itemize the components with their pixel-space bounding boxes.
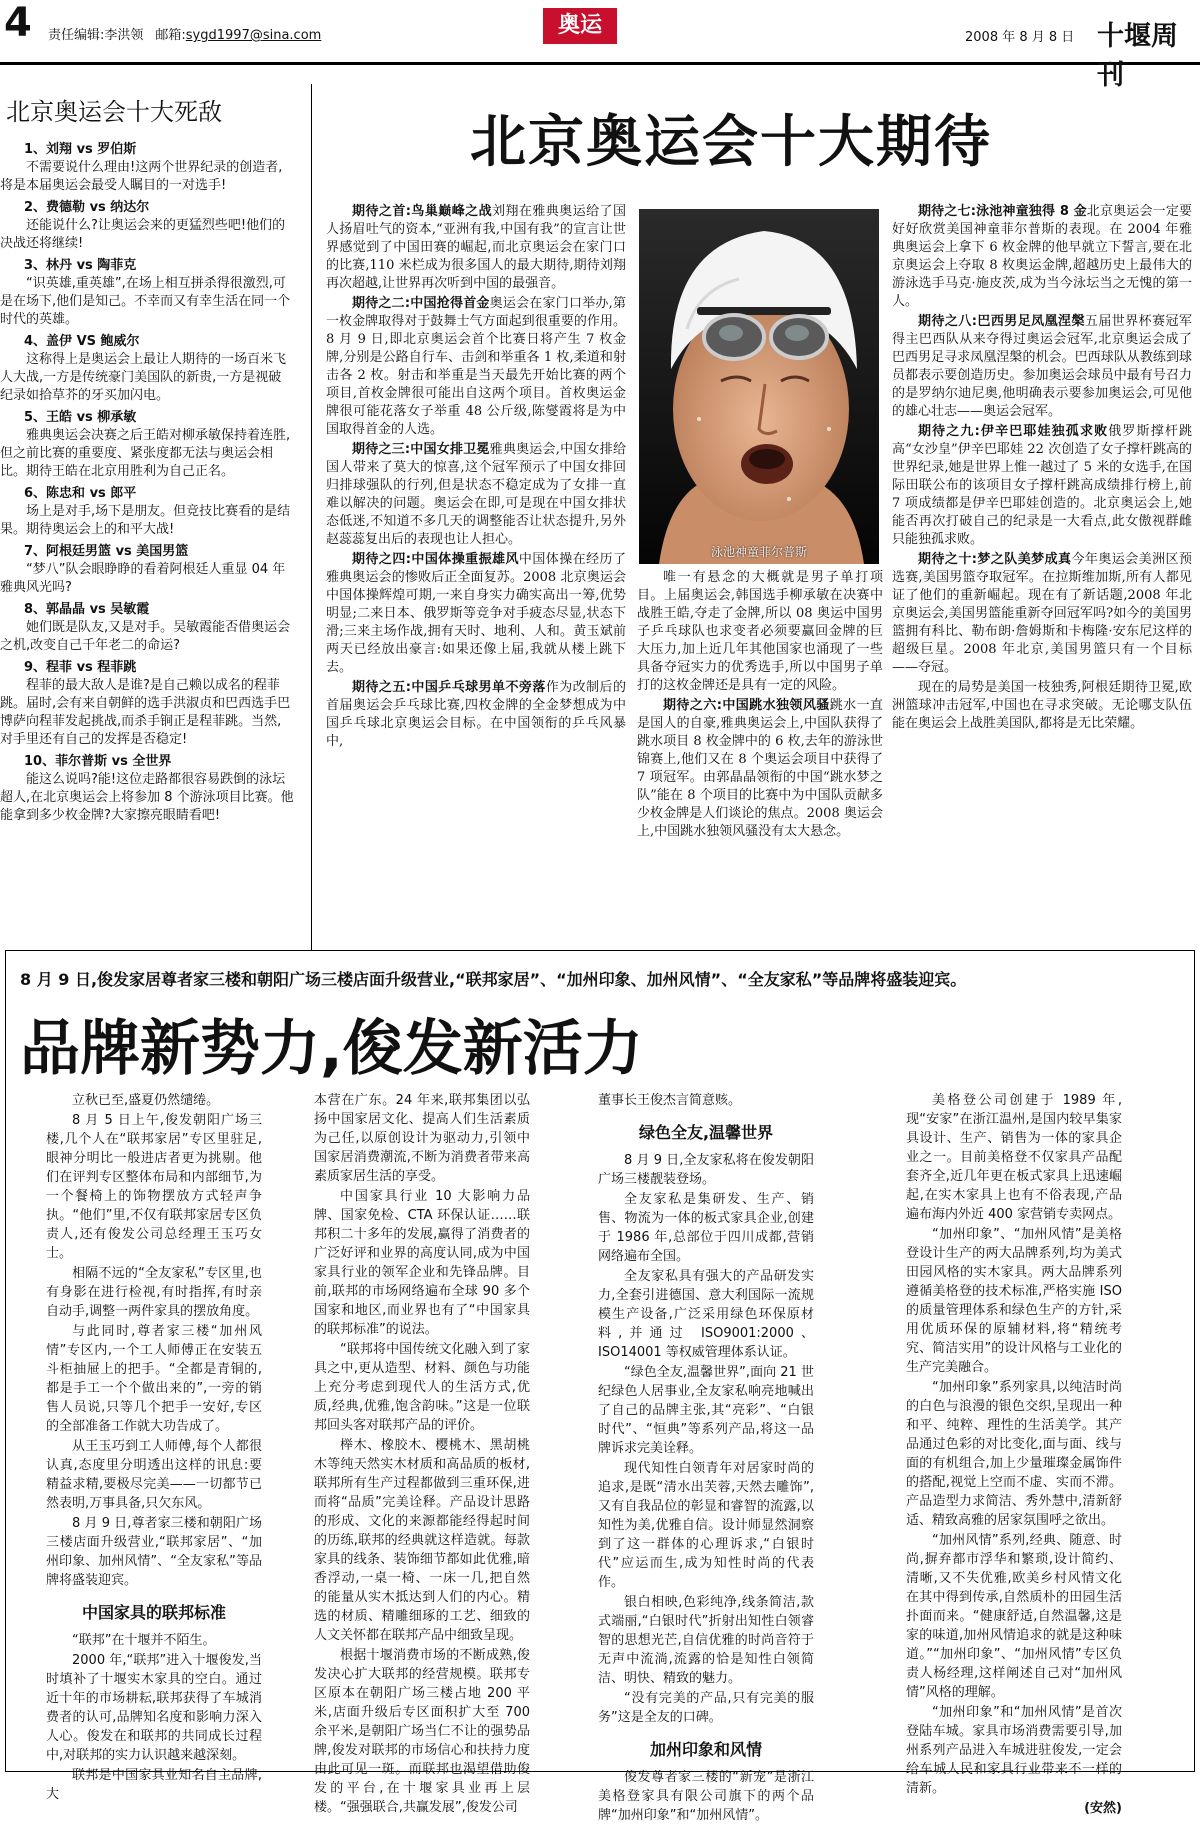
brand-paragraph: “没有完美的产品,只有完美的服务”这是全友的口碑。	[598, 1691, 814, 1725]
rival-text: 这称得上是奥运会上最让人期待的一场百米飞人大战,一方是传统豪门美国队的新贵,一方是视破纪录如拾草芥的牙买加闪电。	[0, 352, 287, 403]
brand-paragraph: 立秋已至,盛夏仍然缱绻。	[72, 1093, 220, 1108]
brand-subheading: 中国家具的联邦标准	[81, 1603, 226, 1622]
brand-paragraph: 全友家私是集研发、生产、销售、物流为一体的板式家具企业,创建于 1986 年,总部位于四川成都,营销网络遍布全国。	[598, 1192, 814, 1264]
rival-item	[0, 659, 294, 749]
expectation-heading: 期待之八:巴西男足凤凰涅槃	[918, 314, 1085, 329]
rival-matchup: 9、程菲 vs 程菲跳	[24, 660, 137, 675]
rival-text: “识英雄,重英雄”,在场上相互拼杀得很激烈,可是在场下,他们是知己。不幸而又有幸生活在同一个时代的英雄。	[0, 276, 291, 327]
expectation-paragraph	[326, 441, 626, 549]
phelps-photo	[639, 209, 879, 564]
author-signature: (安然)	[1084, 1801, 1122, 1816]
brand-paragraph: “加州印象”、“加州风情”是美格登设计生产的两大品牌系列,均为美式田园风格的实木家具。两大品牌系列遵循美格登的技术标准,严格实施 ISO 的质量管理体系和绿色生产的方针,采用优质环保的原辅材料,将“精统考究、简洁实用”的设计风格与工业化的生产完美融合。	[906, 1227, 1122, 1375]
expectation-heading: 期待之二:中国抢得首金	[352, 296, 490, 311]
expectation-heading: 期待之五:中国乒乓球男单不旁落	[352, 680, 546, 695]
expectation-text: 刘翔在雅典奥运给了国人扬眉吐气的资本,“亚洲有我,中国有我”的宣言让世界感觉到了中国田赛的崛起,而北京奥运会在家门口的比赛,110 米栏成为很多国人的最大期待,期待刘翔再次超越,让世界再次听到中国的最强音。	[326, 204, 626, 291]
brand-paragraph: 相隔不远的“全友家私”专区里,也有身影在进行检视,有时指挥,有时亲自动手,调整一两件家具的摆放角度。	[46, 1266, 262, 1319]
expectations-col-1	[326, 203, 626, 948]
expectation-heading: 期待之九:伊辛巴耶娃独孤求败	[918, 424, 1109, 439]
expectation-text: 今年奥运会美洲区预选赛,美国男篮夺取冠军。在拉斯维加斯,所有人都见证了他们的重新崛起。现在有了新话题,2008 年北京奥运会,美国男篮能重新夺回冠军吗?如今的美国男篮拥有科比、勒布朗·詹姆斯和卡梅隆·安东尼这样的超级巨星。2008 年北京,美国男篮只有一个目标——夺冠。	[892, 552, 1192, 675]
rival-text: 她们既是队友,又是对手。吴敏霞能否借奥运会之机,改变自己千年老二的命运?	[0, 620, 291, 653]
email-link[interactable]: sygd1997@sina.com	[185, 28, 322, 43]
brand-paragraph: “联邦”在十堰并不陌生。	[72, 1633, 216, 1648]
brand-paragraph: 现代知性白领青年对居家时尚的追求,是既“清水出芙蓉,天然去雕饰”,又有自我品位的彰显和睿智的流露,以知性为美,优雅自信。设计师显然洞察到了这一群体的心理诉求,“白银时代”应运而生,成为知性时尚的代表作。	[598, 1461, 814, 1590]
brand-paragraph: 董事长王俊杰言简意赅。	[598, 1093, 742, 1108]
expectations-col-2	[637, 569, 883, 948]
expectation-heading: 期待之十:梦之队美梦成真	[918, 552, 1072, 567]
brand-col-3	[598, 1091, 814, 1823]
brand-paragraph: 根据十堰消费市场的不断成熟,俊发决心扩大联邦的经营规模。联邦专区原本在朝阳广场三楼占地 200 平米,店面升级后专区面积扩大至 700 余平米,是朝阳广场当仁不让的强势品牌,俊发对联邦的市场信心和扶持力度由此可见一斑。而联邦也渴望借助俊发的平台,在十堰家具业再上层楼。“强强联合,共赢发展”,俊发公司	[314, 1648, 530, 1815]
rival-matchup: 8、郭晶晶 vs 吴敏霞	[24, 602, 150, 617]
brand-paragraph: 与此同时,尊者家三楼“加州风情”专区内,一个工人师傅正在安装五斗柜抽屉上的把手。“全都是青铜的,都是手工一个个做出来的”,一旁的销售人员说,只等几个把手一安好,专区的全部准备工作就大功告成了。	[46, 1324, 262, 1434]
expectation-text: 五届世界杯赛冠军得主巴西队从来夺得过奥运会冠军,北京奥运会成了巴西男足寻求凤凰涅槃的机会。巴西球队从教练到球员都表示要创造历史。参加奥运会球员中最有号召力的是罗纳尔迪尼奥,他明确表示要参加奥运会,可见他的雄心壮志——奥运会冠军。	[892, 314, 1192, 419]
expectation-paragraph	[326, 679, 626, 751]
rival-item	[0, 485, 294, 539]
brand-title: 品牌新势力,俊发新活力	[20, 1014, 643, 1084]
brand-paragraph: 俊发尊者家三楼的“新宠”是浙江美格登家具有限公司旗下的两个品牌“加州印象”和“加州风情”。	[598, 1770, 814, 1823]
brand-paragraph: 美格登公司创建于 1989 年,现“安家”在浙江温州,是国内较早集家具设计、生产、销售为一体的家具企业之一。目前美格登不仅家具产品配套齐全,近几年更在板式家具上迅速崛起,在实木家具上也有不俗表现,产品遍布海内外近 400 家营销专卖网点。	[906, 1093, 1122, 1222]
rival-matchup: 10、菲尔普斯 vs 全世界	[24, 754, 172, 769]
expectation-text: 中国体操在经历了雅典奥运会的惨败后正全面复苏。2008 北京奥运会中国体操辉煌可期,一来自身实力确实高出一筹,优势明显;二来日本、俄罗斯等竞争对手疲态尽显,状态下滑;三来主场作战,拥有天时、地利、人和。黄玉斌前两天已经放出豪言:如果还像上届,我就从楼上跳下去。	[326, 552, 626, 675]
expectation-text: 奥运会在家门口举办,第一枚金牌取得对于鼓舞士气方面起到很重要的作用。8 月 9 日,即北京奥运会首个比赛日将产生 7 枚金牌,分别是公路自行车、击剑和举重各 1 枚,柔道和射击各 2 枚。射击和举重是当天最先开始比赛的两个项目,首枚金牌很可能出自这两个项目。首枚奥运金牌很可能花落女子举重 48 公斤级,陈燮霞将是为中国取得首金的人选。	[326, 296, 626, 437]
expectation-paragraph	[892, 313, 1192, 421]
expectation-text: 雅典奥运会,中国女排给国人带来了莫大的惊喜,这个冠军预示了中国女排回归排球强队的行列,但是状态不稳定成为了女排一直难以解决的问题。奥运会在即,可是现在中国女排状态低迷,不知道不多几天的调整能否让状态提升,另外赵蕊蕊复出后的表现也让人担心。	[326, 442, 626, 547]
brand-col-1	[46, 1091, 262, 1802]
expectation-heading: 期待之四:中国体操重振雄风	[352, 552, 519, 567]
editor-line	[48, 24, 333, 43]
rival-text: 不需要说什么理由!这两个世界纪录的创造者,将是本届奥运会最受人瞩目的一对选手!	[0, 160, 283, 193]
rival-item	[0, 333, 294, 405]
brand-paragraph: “加州风情”系列,经典、随意、时尚,摒弃都市浮华和繁琐,设计简约、清晰,又不失优雅,欧美乡村风情文化在其中得到传承,自然质朴的田园生活扑面而来。“健康舒适,自然温馨,这是家的味道,加州风情追求的就是这种味道。”“加州印象”、“加州风情”专区负责人杨经理,这样阐述自己对“加州风情”风格的理解。	[906, 1533, 1122, 1700]
brand-subheading: 加州印象和风情	[649, 1740, 762, 1759]
rival-matchup: 6、陈忠和 vs 郎平	[24, 486, 137, 501]
brand-paragraph: “绿色全友,温馨世界”,面向 21 世纪绿色人居事业,全友家私响亮地喊出了自己的品牌主张,其“亮彩”、“白银时代”、“恒典”等系列产品,将这一品牌诉求完美诠释。	[598, 1365, 814, 1456]
brand-paragraph: 从王玉巧到工人师傅,每个人都很认真,态度里分明透出这样的讯息:要精益求精,要极尽完美——一切都节已然表明,万事具备,只欠东风。	[46, 1439, 262, 1511]
issue-date: 2008 年 8 月 8 日	[965, 30, 1075, 45]
rival-text: 还能说什么?让奥运会来的更猛烈些吧!他们的决战还将继续!	[0, 218, 286, 251]
expectation-text: 作为改制后的首届奥运会乒乓球比赛,四枚金牌的全金梦想成为中国乒乓球北京奥运会目标。在中国领衔的乒乓风暴中,	[326, 680, 626, 749]
brand-paragraph: “联邦将中国传统文化融入到了家具之中,更从造型、材料、颜色与功能上充分考虑到现代人的生活方式,优质,经典,优雅,饱含韵味。”这是一位联邦回头客对联邦产品的评价。	[314, 1342, 530, 1433]
expectation-paragraph	[326, 295, 626, 439]
column-divider	[311, 84, 312, 950]
photo-caption: 泳池神童菲尔普斯	[710, 545, 807, 559]
brand-paragraph: 8 月 5 日上午,俊发朝阳广场三楼,几个人在“联邦家居”专区里驻足,眼神分明比一般进店者更为挑剔。他们在评判专区整体布局和内部细节,为一个餐椅上的饰物摆放方式轻声争执。“他们”里,不仅有联邦家居专区负责人,还有俊发公司总经理王玉巧女士。	[46, 1113, 262, 1261]
newspaper-name: 十堰周刊	[1097, 21, 1178, 91]
rival-matchup: 4、盖伊 VS 鲍威尔	[24, 334, 140, 349]
rival-item	[0, 409, 294, 481]
editor: 责任编辑:李洪领	[48, 28, 144, 43]
rival-text: “梦八”队会眼睁睁的看着阿根廷人重显 04 年雅典风光吗?	[0, 562, 286, 595]
expectations-col-3	[892, 203, 1192, 948]
brand-col-2	[314, 1091, 530, 1815]
rival-item	[0, 257, 294, 329]
brand-paragraph: 8 月 9 日,尊者家三楼和朝阳广场三楼店面升级营业,“联邦家居”、“加州印象、加州风情”、“全友家私”等品牌将盛装迎宾。	[46, 1516, 262, 1588]
expectation-paragraph	[637, 569, 883, 695]
brand-col-4	[906, 1091, 1122, 1816]
brand-paragraph: 中国家具行业 10 大影响力品牌、国家免检、CTA 环保认证……联邦积二十多年的发展,赢得了消费者的广泛好评和业界的高度认同,成为中国家具行业的领军企业和先锋品牌。目前,联邦的市场网络遍布全球 90 多个国家和地区,而业界也有了“中国家具的联邦标准”的说法。	[314, 1189, 530, 1337]
rivals-column	[0, 72, 300, 952]
rivals-title: 北京奥运会十大死敌	[6, 98, 222, 126]
rival-matchup: 3、林丹 vs 陶菲克	[24, 258, 137, 273]
expectation-paragraph	[326, 203, 626, 293]
brand-paragraph: 本营在广东。24 年来,联邦集团以弘扬中国家居文化、提高人们生活素质为己任,以原创设计为驱动力,引领中国家居消费潮流,不断为消费者带来高素质家居生活的享受。	[314, 1093, 530, 1184]
expectation-paragraph	[326, 551, 626, 677]
expectation-text: 跳水一直是国人的自豪,雅典奥运会上,中国队获得了跳水项目 8 枚金牌中的 6 枚,去年的游泳世锦赛上,他们又在 8 个奥运会项目中获得了 7 项冠军。由郭晶晶领衔的中国“跳水梦之队”能在 8 个项目的比赛中为中国队贡献多少枚金牌是人们谈论的焦点。2008 奥运会上,中国跳水独领风骚没有太大悬念。	[637, 698, 883, 839]
expectation-heading: 期待之三:中国女排卫冕	[352, 442, 490, 457]
rival-item	[0, 199, 294, 253]
expectation-paragraph	[637, 697, 883, 841]
expectation-text: 现在的局势是美国一枝独秀,阿根廷期待卫冕,欧洲篮球冲击冠军,中国也在寻求突破。无论哪支队伍能在奥运会上战胜美国队,都将是无比荣耀。	[892, 680, 1192, 731]
expectation-heading: 期待之六:中国跳水独领风骚	[663, 698, 830, 713]
brand-feature	[5, 950, 1195, 1823]
expectation-paragraph	[892, 423, 1192, 549]
expectation-heading: 期待之首:鸟巢巅峰之战	[352, 204, 493, 219]
rival-item	[0, 601, 294, 655]
rival-text: 场上是对手,场下是朋友。但竞技比赛看的是结果。期待奥运会上的和平大战!	[0, 504, 291, 537]
brand-paragraph: 8 月 9 日,全友家私将在俊发朝阳广场三楼靓装登场。	[598, 1153, 814, 1187]
rival-text: 雅典奥运会决赛之后王皓对柳承敏保持着连胜,但之前比赛的重要度、紧张度都无法与奥运会相比。期待王皓在北京用胜利为自己正名。	[0, 428, 291, 479]
email-label: 邮箱:	[155, 28, 186, 43]
brand-paragraph: “加州印象”系列家具,以纯洁时尚的白色与浪漫的银色交织,呈现出一种和平、纯粹、理性的生活美学。其产品通过色彩的对比变化,面与面、线与面的有机组合,加上少量璀璨金属饰件的搭配,视觉上空而不虚、实而不滞。产品造型力求简洁、秀外慧中,清新舒适、精致高雅的居家氛围呼之欲出。	[906, 1380, 1122, 1528]
rival-matchup: 5、王皓 vs 柳承敏	[24, 410, 137, 425]
brand-paragraph: “加州印象”和“加州风情”是首次登陆车城。家具市场消费需要引导,加州系列产品进入车城进驻俊发,一定会给车城人民和家具行业带来不一样的清新。	[906, 1705, 1122, 1796]
rival-matchup: 2、费德勒 vs 纳达尔	[24, 200, 150, 215]
page-number: 4	[4, 0, 32, 46]
brand-paragraph: 榉木、橡胶木、樱桃木、黑胡桃木等纯天然实木材质和高品质的板材,联邦所有生产过程都做到三重环保,进而将“品质”完美诠释。产品设计思路的形成、文化的来源都能经得起时间的历练,联邦的经典就这样造就。每款家具的线条、装饰细节都如此优雅,暗香浮动,一桌一椅、一床一几,把自然的能量从实木抵达到人们的内心。精选的材质、精雕细琢的工艺、细致的人文关怀都在联邦产品中细致呈现。	[314, 1438, 530, 1643]
expectation-paragraph	[892, 679, 1192, 733]
expectations-title: 北京奥运会十大期待	[470, 110, 992, 175]
brand-paragraph: 联邦是中国家具业知名自主品牌,大	[46, 1768, 262, 1802]
expectation-paragraph	[892, 551, 1192, 677]
rival-text: 程菲的最大敌人是谁?是自己赖以成名的程菲跳。届时,会有来自朝鲜的选手洪淑贞和巴西选手巴博萨向程菲发起挑战,而杀手锏正是程菲跳。当然,对手里还有自己的发挥是否稳定!	[0, 678, 291, 747]
page-header	[0, 0, 1200, 91]
rival-matchup: 7、阿根廷男篮 vs 美国男篮	[24, 544, 189, 559]
brand-paragraph: 银白相映,色彩纯净,线条简洁,款式端丽,“白银时代”折射出知性白领睿智的思想光芒,自信优雅的时尚音符于无声中流淌,流露的恰是知性白领简洁、明快、精致的魅力。	[598, 1595, 814, 1686]
expectation-text: 唯一有悬念的大概就是男子单打项目。上届奥运会,韩国选手柳承敏在决赛中战胜王皓,夺走了金牌,所以 08 奥运中国男子乒乓球队也求变者必须要赢回金牌的巨大压力,加上近几年其他国家也涌现了一些具备夺冠实力的优秀选手,所以中国男子单打的这枚金牌还是具有一定的风险。	[637, 570, 883, 693]
expectation-heading: 期待之七:泳池神童独得 8 金	[918, 204, 1087, 219]
brand-subheading: 绿色全友,温馨世界	[638, 1123, 774, 1142]
rival-item	[0, 543, 294, 597]
swimmer-illustration	[639, 209, 879, 564]
rival-item	[0, 753, 294, 825]
rival-text: 能这么说吗?能!这位走路都很容易跌倒的泳坛超人,在北京奥运会上将参加 8 个游泳项目比赛。他能拿到多少枚金牌?大家擦亮眼睛看吧!	[0, 772, 294, 823]
section-badge: 奥运	[543, 8, 617, 44]
expectation-paragraph	[892, 203, 1192, 311]
expectation-text: 北京奥运会一定要好好欣赏美国神童菲尔普斯的表现。在 2004 年雅典奥运会上拿下 6 枚金牌的他早就立下誓言,要在北京奥运会上夺取 8 枚奥运金牌,超越历史上最伟大的游泳选手马克·施皮茨,成为当今泳坛当之无愧的第一人。	[892, 204, 1192, 309]
rival-matchup: 1、刘翔 vs 罗伯斯	[24, 142, 137, 157]
rivals-list	[0, 141, 300, 825]
rival-item	[0, 141, 294, 195]
brand-paragraph: 全友家私具有强大的产品研发实力,全套引进德国、意大利国际一流规模生产设备,广泛采用绿色环保原材料,并通过 ISO9001:2000、ISO14001 等权威管理体系认证。	[598, 1269, 814, 1360]
brand-paragraph: 2000 年,“联邦”进入十堰俊发,当时填补了十堰实木家具的空白。通过近十年的市场耕耘,联邦获得了车城消费者的认可,品牌知名度和影响力深入人心。俊发在和联邦的共同成长过程中,对联邦的实力认识越来越深刻。	[46, 1653, 262, 1763]
brand-lead: 8 月 9 日,俊发家居尊者家三楼和朝阳广场三楼店面升级营业,“联邦家居”、“加州印象、加州风情”、“全友家私”等品牌将盛装迎宾。	[20, 970, 967, 989]
expectation-text: 俄罗斯撑杆跳高“女沙皇”伊辛巴耶娃 22 次创造了女子撑杆跳高的世界纪录,她是世界上惟一越过了 5 米的女选手,在国际田联公布的该项目女子撑杆跳高成绩排行榜上,前 7 项成绩都是伊辛巴耶娃创造的。北京奥运会上,她能否再次打破自己的纪录是一大看点,此女傲视群雌只能独孤求败。	[892, 424, 1192, 547]
